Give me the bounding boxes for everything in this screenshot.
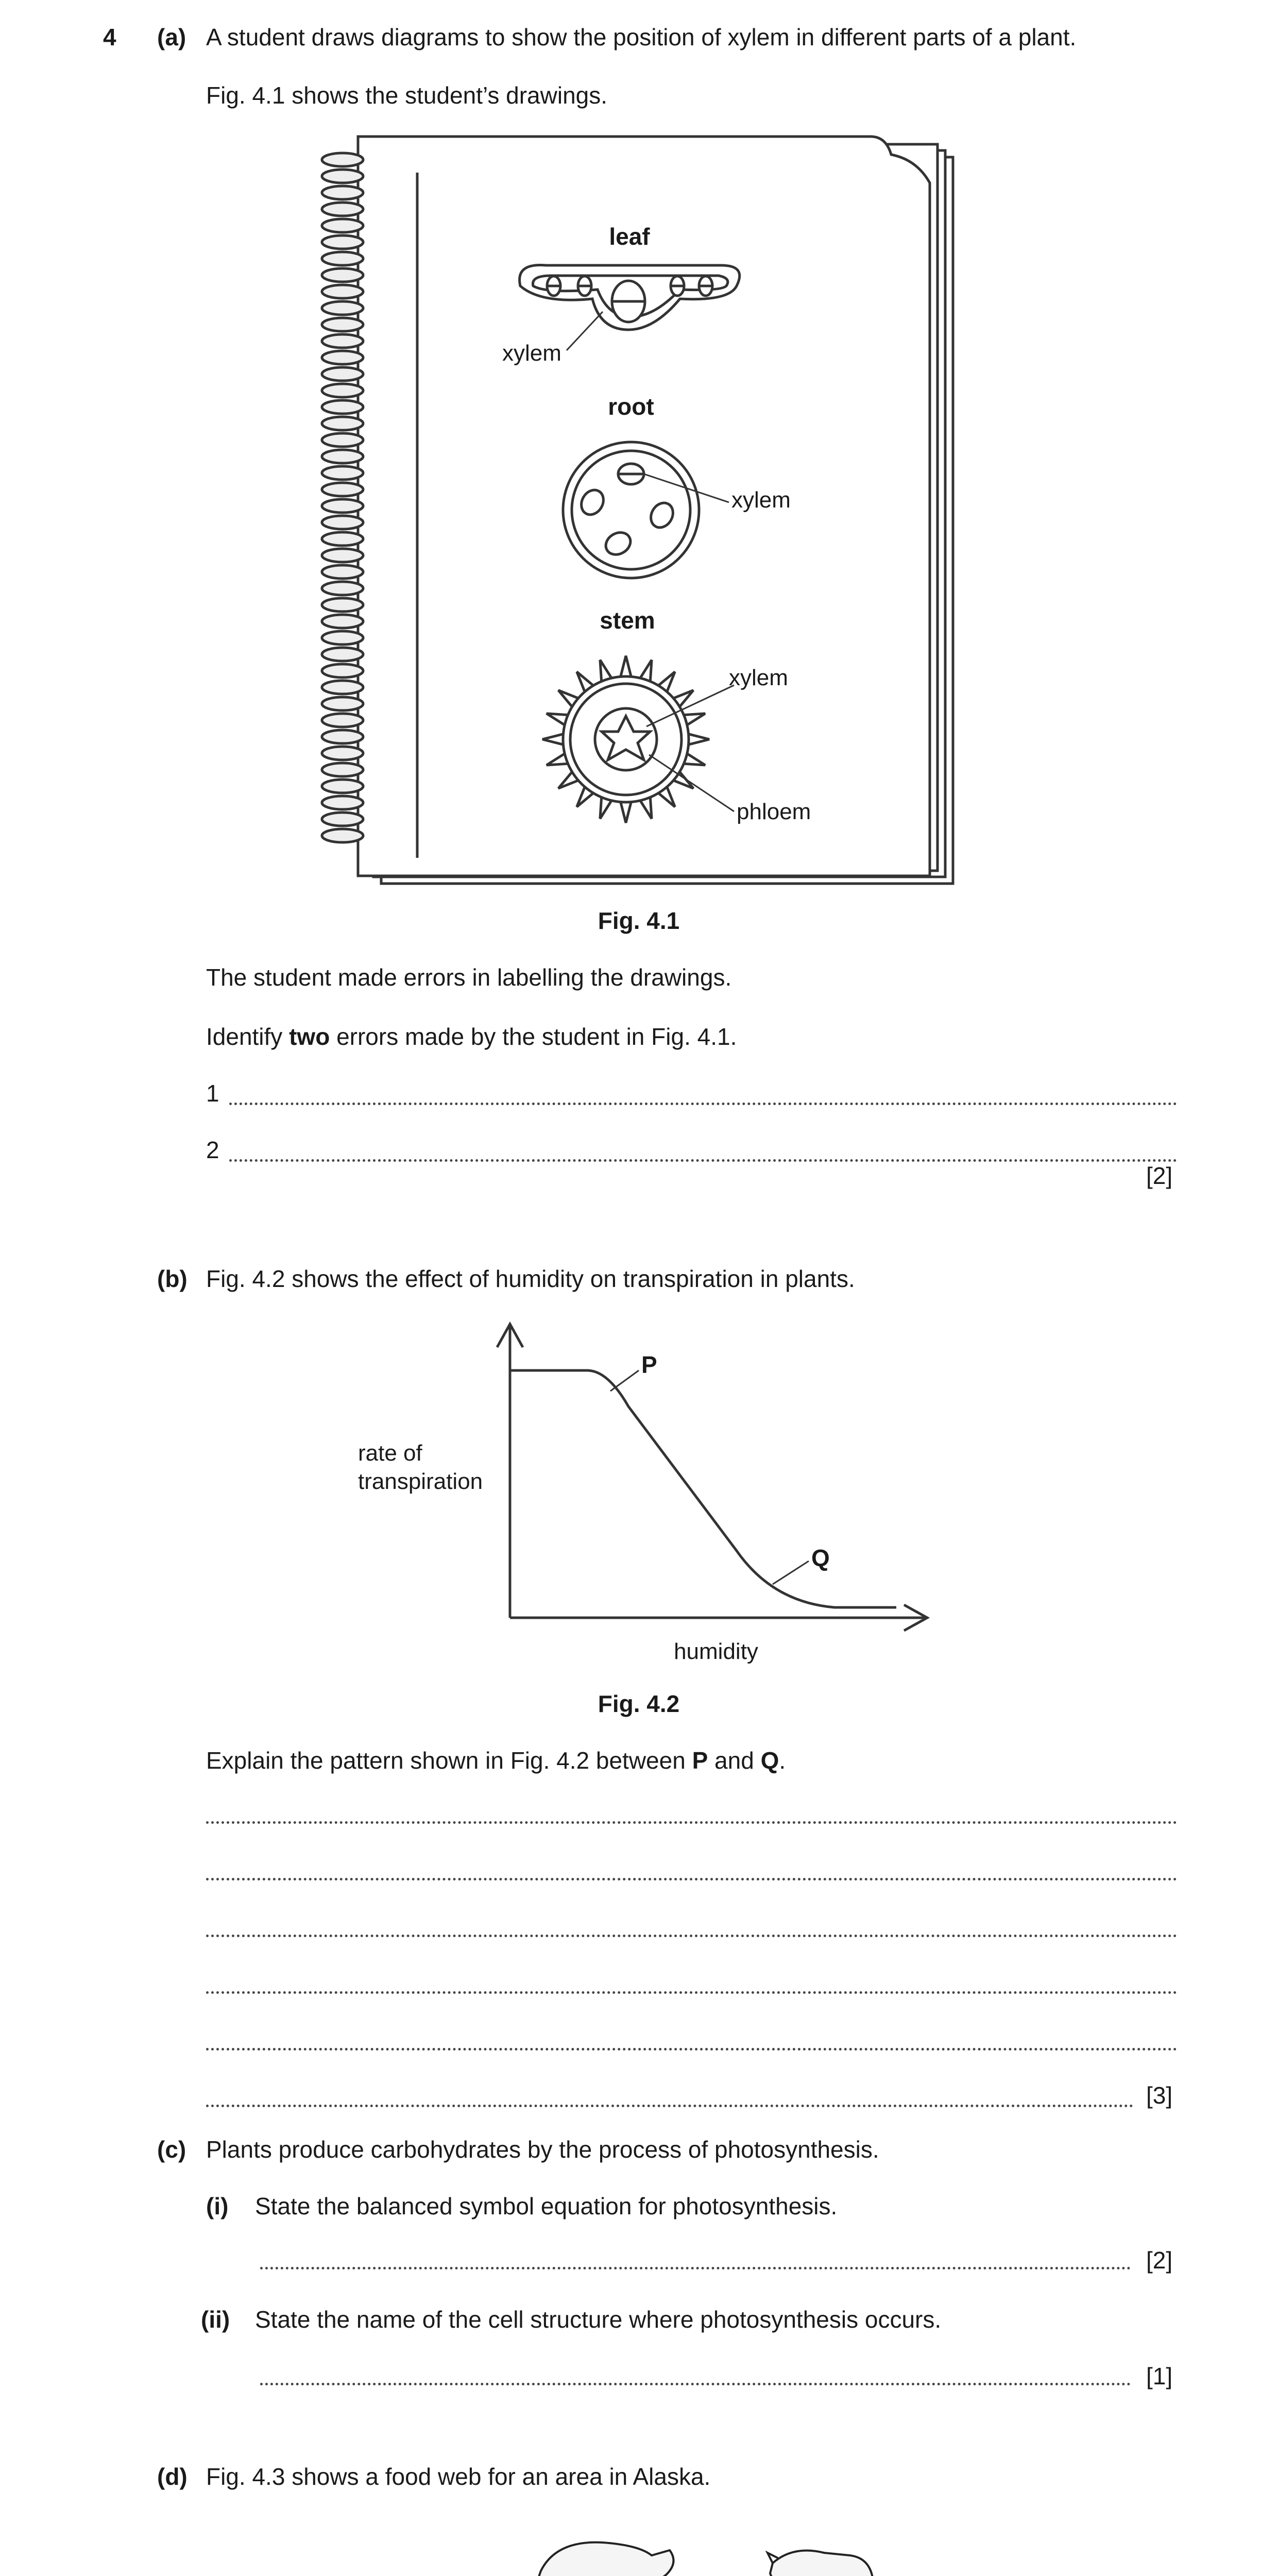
spiral-ring: [322, 779, 363, 793]
answer-b-line-2[interactable]: [206, 1878, 1177, 1880]
spiral-ring: [322, 400, 363, 414]
spiral-ring: [322, 153, 363, 166]
arctic-wolf-icon: [768, 2551, 873, 2576]
spiral-ring: [322, 252, 363, 265]
part-a-label: (a): [157, 24, 186, 50]
part-a-text-2: Identify two errors made by the student in Fig. 4.1.: [206, 1023, 737, 1050]
answer-b-line-3[interactable]: [206, 1935, 1177, 1937]
answer-b-line-5[interactable]: [206, 2048, 1177, 2050]
spiral-ring: [322, 747, 363, 760]
spiral-ring: [322, 235, 363, 249]
spiral-ring: [322, 648, 363, 661]
y-axis-label-2: transpiration: [358, 1469, 483, 1494]
part-c-label: (c): [157, 2136, 186, 2163]
spiral-ring: [322, 714, 363, 727]
spiral-ring: [322, 417, 363, 430]
spiral-ring: [322, 334, 363, 348]
p-pointer: [610, 1370, 639, 1391]
spiral-ring: [322, 812, 363, 826]
part-c-ii-label: (ii): [201, 2306, 230, 2333]
answer-1-number: 1: [206, 1080, 219, 1107]
fig-4-3-food-web: [0, 2514, 1278, 2576]
part-c-ii-text: State the name of the cell structure where photosynthesis occurs.: [255, 2306, 942, 2333]
part-a-intro: A student draws diagrams to show the position of xylem in different parts of a plant.: [206, 24, 1077, 50]
question-number: 4: [103, 24, 116, 50]
spiral-ring: [322, 367, 363, 381]
spiral-ring: [322, 763, 363, 776]
spiral-ring: [322, 301, 363, 315]
answer-c-ii-line[interactable]: [260, 2383, 1131, 2385]
spiral-ring: [322, 615, 363, 628]
spiral-ring: [322, 450, 363, 463]
spiral-ring: [322, 598, 363, 612]
answer-c-i-line[interactable]: [260, 2267, 1131, 2269]
transpiration-curve: [510, 1370, 896, 1607]
answer-2-number: 2: [206, 1137, 219, 1163]
y-axis-label-1: rate of: [358, 1440, 422, 1466]
leaf-xylem-label: xylem: [502, 341, 561, 366]
spiral-ring: [322, 730, 363, 743]
part-c-ii-marks: [1]: [1146, 2363, 1173, 2389]
spiral-ring: [322, 664, 363, 677]
answer-b-line-4[interactable]: [206, 1991, 1177, 1994]
spiral-ring: [322, 219, 363, 232]
answer-2-line[interactable]: [229, 1159, 1177, 1162]
part-c-intro: Plants produce carbohydrates by the process of photosynthesis.: [206, 2136, 879, 2163]
spiral-ring: [322, 582, 363, 595]
answer-1-line[interactable]: [229, 1103, 1177, 1105]
spiral-ring: [322, 565, 363, 579]
spiral-ring: [322, 351, 363, 364]
stem-xylem-label: xylem: [729, 665, 788, 690]
answer-b-line-1[interactable]: [206, 1821, 1177, 1824]
root-xylem-label: xylem: [731, 487, 791, 513]
spiral-ring: [322, 499, 363, 513]
spiral-ring: [322, 549, 363, 562]
q-pointer: [773, 1561, 809, 1584]
part-a-text-1: The student made errors in labelling the drawings.: [206, 964, 732, 991]
part-d-label: (d): [157, 2463, 188, 2490]
point-p-label: P: [641, 1351, 657, 1378]
fig-4-1-caption: Fig. 4.1: [598, 907, 680, 934]
spiral-ring: [322, 631, 363, 645]
x-axis-label: humidity: [674, 1639, 758, 1664]
spiral-ring: [322, 170, 363, 183]
part-d-intro: Fig. 4.3 shows a food web for an area in Alaska.: [206, 2463, 711, 2490]
spiral-ring: [322, 285, 363, 298]
spiral-ring: [322, 318, 363, 331]
spiral-ring: [322, 516, 363, 529]
part-c-i-label: (i): [206, 2193, 229, 2219]
part-b-intro: Fig. 4.2 shows the effect of humidity on transpiration in plants.: [206, 1265, 855, 1292]
fig-4-2-caption: Fig. 4.2: [598, 1690, 680, 1717]
part-b-prompt: Explain the pattern shown in Fig. 4.2 between P and Q.: [206, 1747, 786, 1774]
spiral-ring: [322, 186, 363, 199]
fig-4-2-graph: [0, 1309, 1278, 1669]
spiral-ring: [322, 202, 363, 216]
stem-phloem-label: phloem: [737, 799, 811, 824]
spiral-ring: [322, 829, 363, 842]
spiral-ring: [322, 796, 363, 809]
point-q-label: Q: [811, 1545, 830, 1571]
fig-4-1-notebook: [0, 0, 1278, 927]
root-title: root: [608, 393, 654, 420]
spiral-ring: [322, 268, 363, 282]
spiral-ring: [322, 681, 363, 694]
fig-4-1-intro: Fig. 4.1 shows the student’s drawings.: [206, 82, 608, 109]
part-c-i-text: State the balanced symbol equation for photosynthesis.: [255, 2193, 838, 2219]
polar-bear-icon: [535, 2543, 674, 2576]
spiral-ring: [322, 483, 363, 496]
part-c-i-marks: [2]: [1146, 2247, 1173, 2274]
stem-title: stem: [600, 607, 655, 634]
spiral-ring: [322, 384, 363, 397]
leaf-title: leaf: [609, 223, 650, 250]
answer-b-line-6[interactable]: [206, 2105, 1133, 2107]
spiral-ring: [322, 466, 363, 480]
spiral-ring: [322, 433, 363, 447]
spiral-ring: [322, 532, 363, 546]
spiral-ring: [322, 697, 363, 710]
part-b-marks: [3]: [1146, 2082, 1173, 2109]
part-a-marks: [2]: [1146, 1162, 1173, 1189]
part-b-label: (b): [157, 1265, 188, 1292]
